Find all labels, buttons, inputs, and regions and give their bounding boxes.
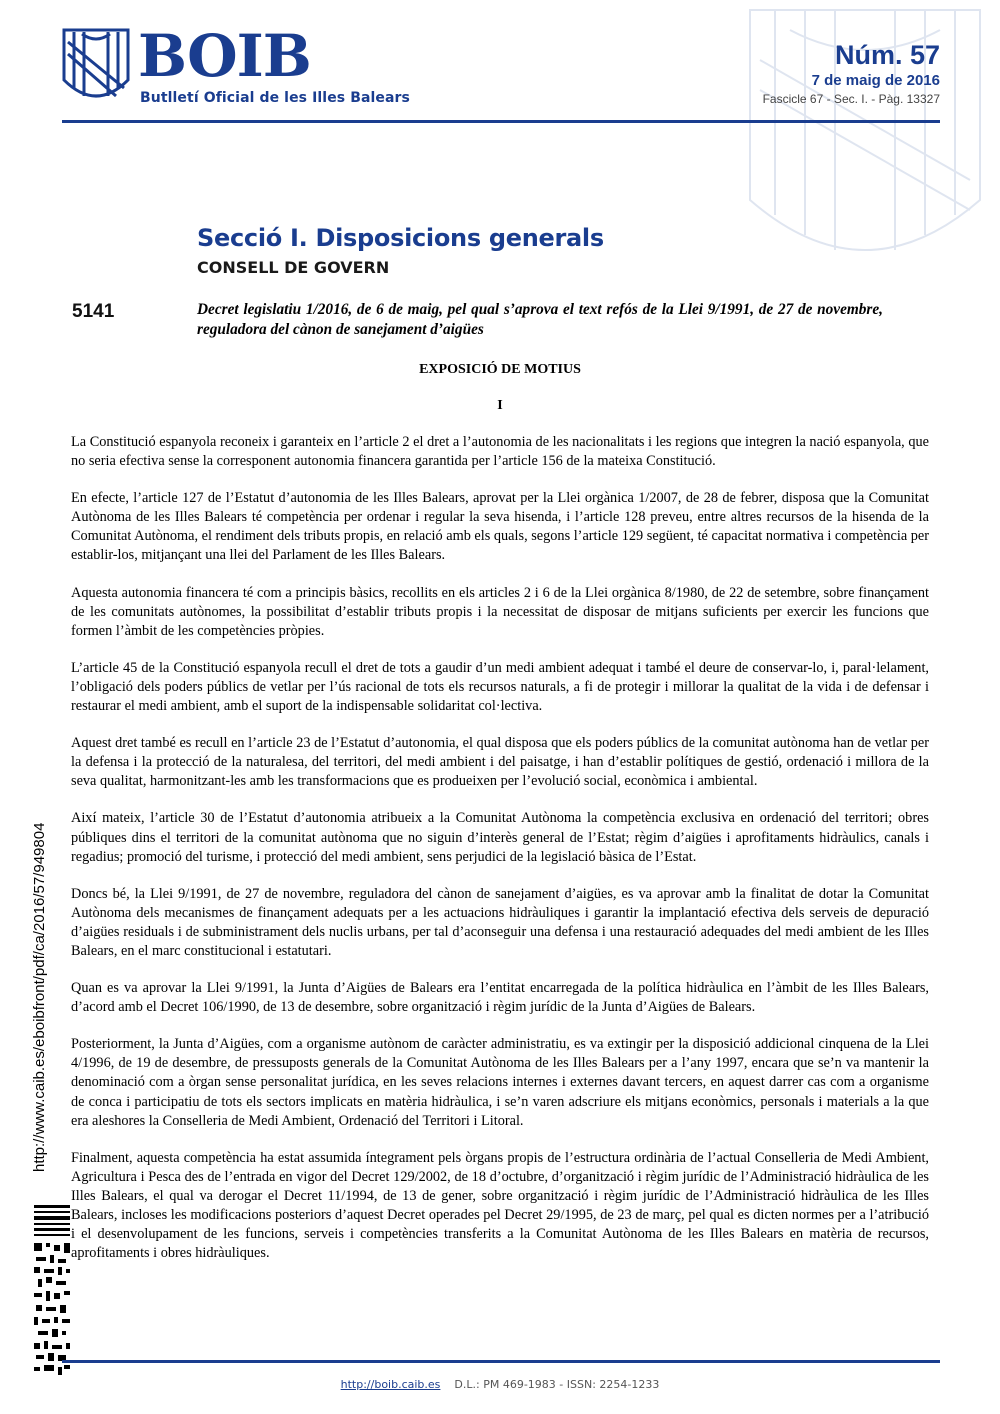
paragraph: Aquesta autonomia financera té com a principis bàsics, recollits en els articles 2 i 6 de la Llei orgànica 8/1980, de 22 de setembre, sobre finançament de les comunitats autònomes, la possibilitat d’establir tributs propis i la necessitat de disposar de mitjans suficients per exercir les funcions que formen l’àmbit de les competències pròpies. (71, 584, 929, 639)
paragraph: Així mateix, l’article 30 de l’Estatut d’autonomia atribueix a la Comunitat Autònoma la competència exclusiva en ordenació del territori; obres públiques dins el territori de la comunitat autònoma que no siguin d’interès general de l’Estat; règim d’aigües i aprofitaments hidràulics, canals i regadius; promoció del turisme, i protecció del medi ambient, sens perjudici de la legislació bàsica de l’Estat. (71, 810, 929, 865)
boib-shield-icon (62, 28, 130, 108)
footer-divider (62, 1360, 940, 1363)
document-subheading: I (497, 398, 503, 413)
paragraph: La Constitució espanyola reconeix i garanteix en l’article 2 el dret a l’autonomia de les nacionalitats i les regions que integren la nació espanyola, que no seria efectiva sense la corresponent autonomia financera garantida per l’article 156 de la mateixa Constitució. (71, 434, 929, 470)
paragraph: Finalment, aquesta competència ha estat assumida íntegrament pels òrgans propis de l’estructura ordinària de l’actual Conselleria de Medi Ambient, Agricultura i Pesca des de l’entrada en vigor del Decret 129/2002, de 18 d’octubre, d’organització i règim jurídic de l’Administració hidràulica de les Illes Balears, el qual va derogar el Decret 11/1994, de 13 de gener, sobre organització i règim jurídic de l’Administració hidràulica de les Illes Balears, incloses les modificacions posteriors d’aquest Decret operades pel Decret 29/1995, de 23 de març, pel qual es dicten normes per a l’atribució i el desenvolupament de les funcions, serveis i competències transferits a la Comunitat Autònoma de les Illes Balears en matèria de recursos, aprofitaments i obres hidràuliques. (71, 1149, 929, 1262)
side-verification-url[interactable]: http://www.caib.es/eboibfront/pdf/ca/2016/57/949804 (31, 822, 48, 1172)
footer-legal: D.L.: PM 469-1983 - ISSN: 2254-1233 (454, 1378, 660, 1391)
issue-info (763, 40, 940, 107)
issue-pages: Fascicle 67 - Sec. I. - Pàg. 13327 (762, 92, 940, 106)
boib-logo-subtitle: Butlletí Oficial de les Illes Balears (140, 90, 410, 106)
paragraph: Doncs bé, la Llei 9/1991, de 27 de novembre, reguladora del cànon de sanejament d’aigües, es va aprovar amb la finalitat de dotar la Comunitat Autònoma dels mecanismes de finançament adequats per a les actuacions hidràuliques i garantir la implantació efectiva dels serveis de depuració d’aigües residuals i de subministrament dels nuclis urbans, per tal d’aconseguir una defensa i una restauració adequades del medi ambient de les Illes Balears, en el marc constitucional i estatutari. (71, 885, 929, 959)
paragraph: En efecte, l’article 127 de l’Estatut d’autonomia de les Illes Balears, aprovat per la Llei orgànica 1/2007, de 28 de febrer, disposa que la Comunitat Autònoma de les Illes Balears té competència per ordenar i regular la seva hisenda, i l’article 128 preveu, entre altres recursos de la hisenda de la Comunitat Autònoma, el rendiment dels tributs propis, en relació amb els quals, segons l’article 129 següent, té capacitat normativa i competència per establir-los, mitjançant una llei del Parlament de les Illes Balears. (71, 490, 929, 564)
header-divider (62, 120, 940, 123)
document-number: 5141 (72, 301, 115, 322)
document-heading: EXPOSICIÓ DE MOTIUS (419, 362, 581, 377)
footer (0, 1378, 1000, 1391)
paragraph: L’article 45 de la Constitució espanyola recull el dret de tots a gaudir d’un medi ambient adequat i també el deure de conservar-lo, i, paral·lelament, l’obligació dels poders públics de vetlar per l’ús racional de tots els recursos naturals, a fi de protegir i millorar la qualitat de la vida i de defensar i restaurar el medi ambient, amb el suport de la indispensable solidaritat col·lectiva. (71, 659, 929, 715)
issue-date: 7 de maig de 2016 (811, 72, 940, 89)
footer-link[interactable]: http://boib.caib.es (340, 1378, 441, 1391)
document-title: Decret legislatiu 1/2016, de 6 de maig, pel qual s’aprova el text refós de la Llei 9/1991, de 27 de novembre, reguladora del cànon de sanejament d’aigües (197, 301, 883, 338)
paragraph: Quan es va aprovar la Llei 9/1991, la Junta d’Aigües de Balears era l’entitat encarregada de la política hidràulica en l’àmbit de les Illes Balears, d’acord amb el Decret 106/1990, de 13 de desembre, sobre organització i règim jurídic de la Junta d’Aigües de Balears. (71, 980, 929, 1016)
document-body (71, 433, 929, 1281)
paragraph: Posteriorment, la Junta d’Aigües, com a organisme autònom de caràcter administratiu, es va extingir per la disposició addicional cinquena de la Llei 4/1996, de 19 de desembre, de pressuposts generals de la Comunitat Autònoma de les Illes Balears per a l’any 1997, encara que se’n va mantenir la denominació com a òrgan sense personalitat jurídica, en les seves relacions internes i externes davant tercers, en aquest darrer cas com a organisme de conca i participatiu de tots els sectors implicats en matèria hidràulica, i se’n varen adscriure els mitjans econòmics, personals i materials a la que era aleshores la Conselleria de Medi Ambient, Ordenació del Territori i Litoral. (71, 1036, 929, 1129)
boib-header (62, 22, 940, 122)
section-title: Secció I. Disposicions generals (197, 224, 604, 252)
paragraph: Aquest dret també es recull en l’article 23 de l’Estatut d’autonomia, el qual disposa que els poders públics de la comunitat autònoma han de vetlar per la defensa i la protecció de la naturalesa, del territori, del medi ambient i del paisatge, i han d’establir polítiques de gestió, ordenació i millora de la seva qualitat, harmonitzant-les amb les transformacions que es produeixen per l’evolució social, econòmica i ambiental. (71, 735, 929, 790)
verification-barcode (34, 1205, 70, 1380)
issue-number: Núm. 57 (834, 40, 940, 70)
boib-logo-text: BOIB (138, 22, 311, 90)
section-subtitle: CONSELL DE GOVERN (197, 258, 390, 277)
